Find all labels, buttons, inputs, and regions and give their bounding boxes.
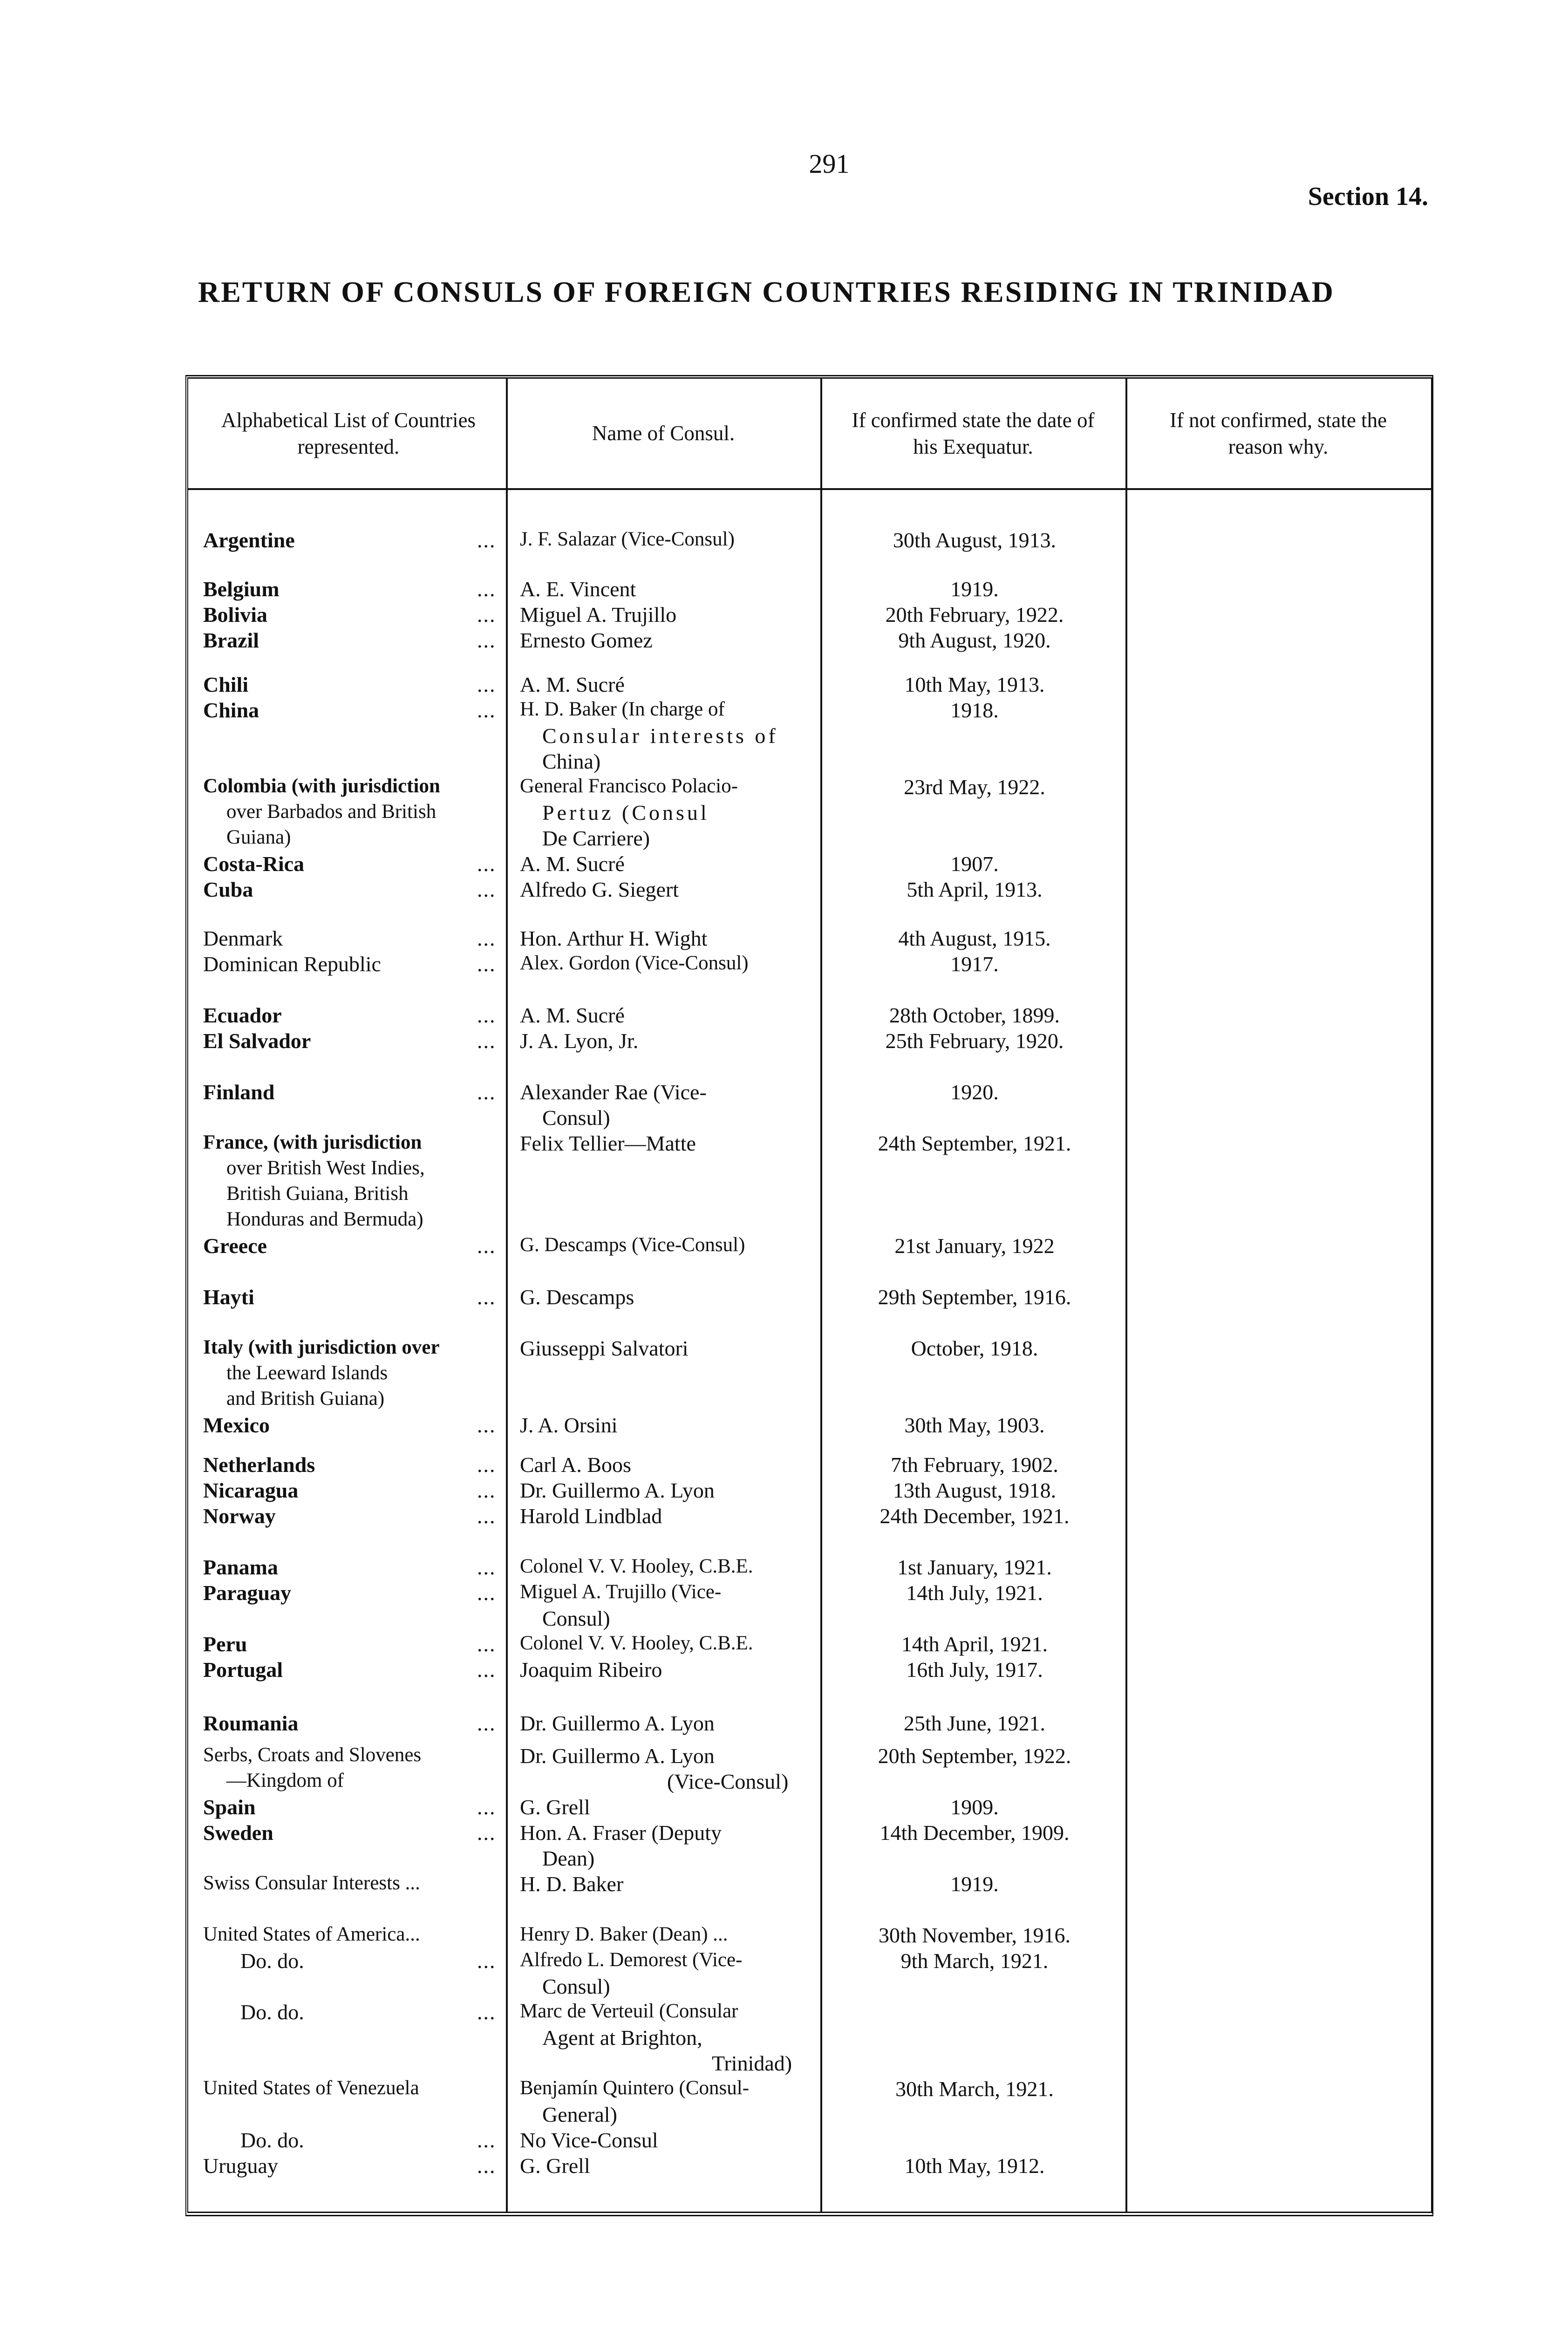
country-cell: Norway [203,1504,276,1528]
exequatur-date-cell: 5th April, 1913. [907,878,1043,901]
country-cell: Greece [203,1234,267,1258]
country-cell: Panama [203,1555,278,1579]
consul-cell: Consul) [542,1975,610,1998]
consul-cell: Hon. Arthur H. Wight [520,926,708,950]
exequatur-date-cell: 1919. [950,577,999,601]
country-cell: Do. do. [240,2128,304,2152]
consul-cell: G. Descamps [520,1285,634,1309]
country-cell: British Guiana, British [226,1183,409,1205]
leader-dots: ... [477,1504,496,1528]
exequatur-date-cell: 14th July, 1921. [906,1581,1043,1605]
exequatur-date-cell: 1917. [950,952,999,976]
leader-dots: ... [477,1632,496,1656]
leader-dots: ... [477,1003,496,1027]
consul-cell: J. A. Orsini [520,1413,618,1437]
country-cell: Ecuador [203,1003,282,1027]
leader-dots: ... [477,1658,496,1682]
country-cell: France, (with jurisdiction [203,1131,422,1153]
exequatur-date-cell: 28th October, 1899. [889,1003,1060,1027]
exequatur-date-cell: 9th August, 1920. [898,628,1051,652]
leader-dots: ... [477,1413,496,1437]
leader-dots: ... [477,673,496,696]
exequatur-date-cell: 24th December, 1921. [879,1504,1070,1528]
exequatur-date-cell: 30th March, 1921. [895,2077,1054,2101]
leader-dots: ... [477,577,496,601]
consul-cell: Miguel A. Trujillo [520,603,677,627]
consul-cell: Alfredo L. Demorest (Vice- [520,1949,743,1971]
exequatur-date-cell: 29th September, 1916. [878,1285,1071,1309]
exequatur-date-cell: October, 1918. [911,1336,1038,1360]
consul-cell: China) [542,749,601,773]
consul-cell: Felix Tellier—Matte [520,1131,696,1155]
exequatur-date-cell: 7th February, 1902. [891,1453,1058,1477]
country-cell: Do. do. [240,2000,304,2024]
column-header-consul: Name of Consul. [592,422,735,445]
column-header-reason: If not confirmed, state the reason why. [1169,409,1387,458]
consul-cell: Harold Lindblad [520,1504,662,1528]
leader-dots: ... [477,1821,496,1845]
column-divider [506,379,508,2212]
country-cell: over British West Indies, [226,1157,425,1179]
consul-cell: A. E. Vincent [520,577,636,601]
exequatur-date-cell: 24th September, 1921. [878,1131,1071,1155]
consul-cell: A. M. Sucré [520,1003,625,1027]
consul-cell: De Carriere) [542,826,650,850]
country-cell: United States of America... [203,1923,420,1945]
exequatur-date-cell: 9th March, 1921. [900,1949,1049,1973]
exequatur-date-cell: 14th April, 1921. [901,1632,1048,1656]
leader-dots: ... [477,603,496,627]
country-cell: Argentine [203,528,295,552]
country-cell: Belgium [203,577,280,601]
leader-dots: ... [477,1234,496,1258]
column-header-date: If confirmed state the date of his Exequatur. [852,409,1095,458]
consul-cell: Dr. Guillermo A. Lyon [520,1711,715,1735]
consul-cell: Agent at Brighton, [542,2026,702,2050]
exequatur-date-cell: 1919. [950,1872,999,1896]
consul-cell: Colonel V. V. Hooley, C.B.E. [520,1632,753,1654]
exequatur-date-cell: 13th August, 1918. [893,1478,1057,1502]
country-cell: Cuba [203,878,253,901]
country-cell: Costa-Rica [203,852,305,876]
consul-cell: Henry D. Baker (Dean) ... [520,1923,728,1945]
country-cell: El Salvador [203,1029,311,1053]
consul-cell: Alex. Gordon (Vice-Consul) [520,952,749,974]
exequatur-date-cell: 30th May, 1903. [904,1413,1045,1437]
exequatur-date-cell: 16th July, 1917. [906,1658,1043,1682]
consul-cell: Marc de Verteuil (Consular [520,2000,738,2022]
country-cell: Brazil [203,628,259,652]
country-cell: Bolivia [203,603,268,627]
exequatur-date-cell: 1907. [950,852,999,876]
country-cell: Do. do. [240,1949,304,1973]
exequatur-date-cell: 14th December, 1909. [879,1821,1070,1845]
exequatur-date-cell: 1918. [950,698,999,722]
leader-dots: ... [477,1795,496,1819]
consul-cell: Giusseppi Salvatori [520,1336,689,1360]
leader-dots: ... [477,1453,496,1477]
country-cell: Spain [203,1795,256,1819]
exequatur-date-cell: 1st January, 1921. [897,1555,1052,1579]
country-cell: Serbs, Croats and Slovenes [203,1744,422,1766]
leader-dots: ... [477,2128,496,2152]
exequatur-date-cell: 21st January, 1922 [894,1234,1055,1258]
country-cell: the Leeward Islands [226,1362,388,1384]
country-cell: Nicaragua [203,1478,299,1502]
country-cell: Swiss Consular Interests ... [203,1872,420,1894]
leader-dots: ... [477,952,496,976]
leader-dots: ... [477,926,496,950]
leader-dots: ... [477,1555,496,1579]
section-label: Section 14. [1308,182,1428,211]
consul-cell: A. M. Sucré [520,673,625,696]
consul-cell: Dr. Guillermo A. Lyon [520,1478,715,1502]
country-cell: Peru [203,1632,247,1656]
country-cell: China [203,698,259,722]
consul-cell: G. Grell [520,1795,590,1819]
leader-dots: ... [477,698,496,722]
country-cell: —Kingdom of [226,1770,344,1791]
exequatur-date-cell: 10th May, 1912. [904,2154,1045,2178]
consul-cell: Carl A. Boos [520,1453,631,1477]
consul-cell: Miguel A. Trujillo (Vice- [520,1581,722,1603]
consul-cell: Alfredo G. Siegert [520,878,679,901]
exequatur-date-cell: 1909. [950,1795,999,1819]
leader-dots: ... [477,1285,496,1309]
country-cell: Mexico [203,1413,270,1437]
consul-cell: General) [542,2103,617,2126]
consuls-table [185,375,1433,2216]
country-cell: United States of Venezuela [203,2077,419,2099]
column-divider [820,379,822,2212]
column-divider [1125,379,1127,2212]
country-cell: Honduras and Bermuda) [226,1208,423,1230]
consul-cell: Consular interests of [542,724,778,748]
country-cell: Uruguay [203,2154,278,2178]
consul-cell: Alexander Rae (Vice- [520,1080,707,1104]
country-cell: Colombia (with jurisdiction [203,775,440,797]
country-cell: and British Guiana) [226,1388,385,1410]
consul-cell: Dean) [542,1846,595,1870]
consul-cell: G. Grell [520,2154,590,2178]
leader-dots: ... [477,1080,496,1104]
exequatur-date-cell: 20th September, 1922. [878,1744,1071,1768]
page-number: 291 [809,149,850,179]
leader-dots: ... [477,628,496,652]
country-cell: Chili [203,673,249,696]
consul-cell: Benjamín Quintero (Consul- [520,2077,750,2099]
consul-cell: (Vice-Consul) [667,1770,789,1793]
consul-cell: G. Descamps (Vice-Consul) [520,1234,745,1256]
exequatur-date-cell: 4th August, 1915. [898,926,1051,950]
exequatur-date-cell: 23rd May, 1922. [904,775,1045,799]
consul-cell: H. D. Baker [520,1872,624,1896]
country-cell: Italy (with jurisdiction over [203,1336,440,1358]
country-cell: Finland [203,1080,275,1104]
exequatur-date-cell: 25th June, 1921. [903,1711,1046,1735]
country-cell: Paraguay [203,1581,292,1605]
exequatur-date-cell: 1920. [950,1080,999,1104]
leader-dots: ... [477,2154,496,2178]
country-cell: Guiana) [226,826,291,848]
exequatur-date-cell: 30th November, 1916. [878,1923,1071,1947]
consul-cell: Consul) [542,1607,610,1630]
country-cell: Dominican Republic [203,952,381,976]
consul-cell: Hon. A. Fraser (Deputy [520,1821,722,1845]
consul-cell: General Francisco Polacio- [520,775,738,797]
consul-cell: Colonel V. V. Hooley, C.B.E. [520,1555,753,1577]
consul-cell: A. M. Sucré [520,852,625,876]
leader-dots: ... [477,1478,496,1502]
leader-dots: ... [477,1029,496,1053]
exequatur-date-cell: 30th August, 1913. [893,528,1057,552]
exequatur-date-cell: 10th May, 1913. [904,673,1045,696]
leader-dots: ... [477,2000,496,2024]
leader-dots: ... [477,528,496,552]
consul-cell: Joaquim Ribeiro [520,1658,662,1682]
country-cell: Netherlands [203,1453,315,1477]
country-cell: Roumania [203,1711,299,1735]
leader-dots: ... [477,1949,496,1973]
consul-cell: Consul) [542,1106,610,1130]
document-title: RETURN OF CONSULS OF FOREIGN COUNTRIES RESIDING IN TRINIDAD [198,275,1335,308]
leader-dots: ... [477,1581,496,1605]
country-cell: Portugal [203,1658,283,1682]
country-cell: over Barbados and British [226,801,436,823]
country-cell: Denmark [203,926,283,950]
leader-dots: ... [477,1711,496,1735]
consul-cell: J. F. Salazar (Vice-Consul) [520,528,735,550]
exequatur-date-cell: 20th February, 1922. [885,603,1064,627]
consul-cell: Trinidad) [712,2051,792,2075]
column-header-country: Alphabetical List of Countries represented. [221,409,476,458]
consul-cell: Pertuz (Consul [542,801,709,824]
table-header-row [188,379,1431,490]
leader-dots: ... [477,852,496,876]
country-cell: Sweden [203,1821,273,1845]
consul-cell: Ernesto Gomez [520,628,653,652]
country-cell: Hayti [203,1285,254,1309]
leader-dots: ... [477,878,496,901]
consul-cell: Dr. Guillermo A. Lyon [520,1744,715,1768]
consul-cell: H. D. Baker (In charge of [520,698,725,720]
exequatur-date-cell: 25th February, 1920. [885,1029,1064,1053]
consul-cell: No Vice-Consul [520,2128,658,2152]
consul-cell: J. A. Lyon, Jr. [520,1029,639,1053]
